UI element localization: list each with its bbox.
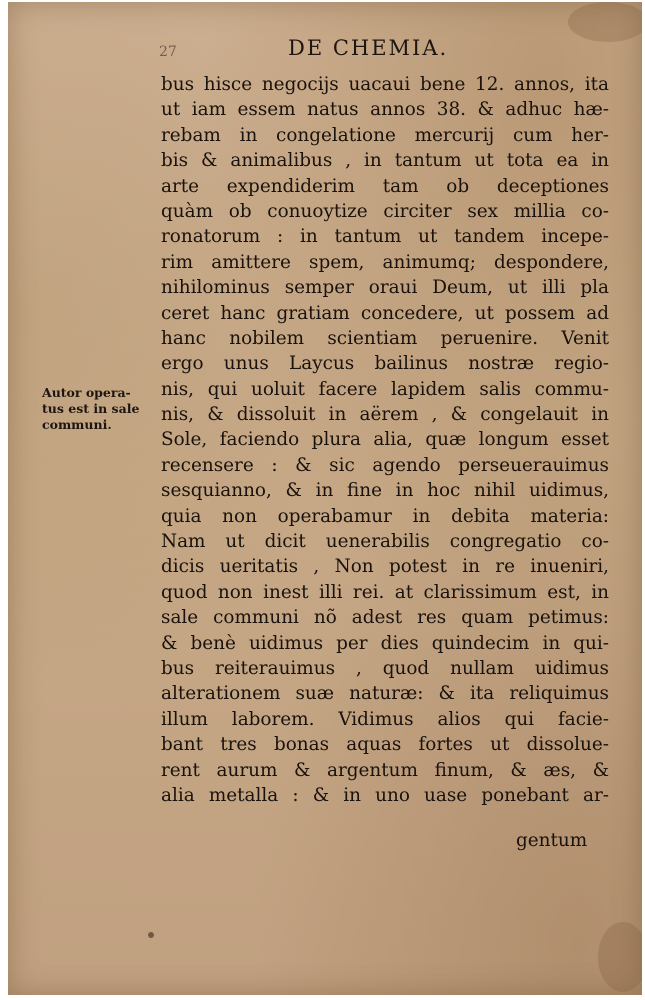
marginal-note-line: communi. — [42, 417, 112, 432]
text-line: bis & animalibus , in tantum ut tota ea in — [161, 150, 609, 172]
marginal-note-line: tus est in sale — [42, 401, 140, 416]
catchword: gentum — [516, 830, 588, 851]
text-line: rim amittere spem, animumq; despondere, — [161, 251, 609, 273]
text-line: recensere : & sic agendo perseuerauimus — [161, 454, 609, 476]
text-line: ronatorum : in tantum ut tandem incepe- — [161, 226, 609, 248]
marginal-note-line: Autor opera- — [42, 385, 131, 400]
marginal-note — [42, 385, 152, 433]
text-line: nihilominus semper oraui Deum, ut illi pla — [161, 277, 609, 299]
text-line: Nam ut dicit uenerabilis congregatio co- — [161, 531, 609, 553]
text-line: rebam in congelatione mercurij cum her- — [161, 124, 609, 146]
text-line: ut iam essem natus annos 38. & adhuc hæ- — [161, 99, 609, 121]
text-line: bant tres bonas aquas fortes ut dissolue- — [161, 734, 609, 756]
text-line: & benè uidimus per dies quindecim in qui- — [161, 632, 609, 654]
text-line: nis, qui uoluit facere lapidem salis commu- — [161, 378, 609, 400]
text-line: bus reiterauimus , quod nullam uidimus — [161, 657, 609, 679]
text-line: sale communi nõ adest res quam petimus: — [161, 607, 609, 629]
text-line: rent aurum & argentum finum, & æs, & — [161, 759, 609, 781]
text-line: dicis ueritatis , Non potest in re inueniri, — [161, 556, 609, 578]
text-line: illum laborem. Vidimus alios qui facie- — [161, 708, 609, 730]
page-number: 27 — [159, 44, 177, 60]
text-line: ergo unus Laycus bailinus nostræ regio- — [161, 353, 609, 375]
book-page — [8, 2, 642, 995]
text-line: nis, & dissoluit in aërem , & congelauit in — [161, 404, 609, 426]
paper-stain — [598, 922, 642, 992]
text-line: ceret hanc gratiam concedere, ut possem ad — [161, 302, 609, 324]
body-text — [161, 72, 609, 808]
text-line: quia non operabamur in debita materia: — [161, 505, 609, 527]
text-line: hanc nobilem scientiam peruenire. Venit — [161, 327, 609, 349]
text-line: Sole, faciendo plura alia, quæ longum esset — [161, 429, 609, 451]
text-line: alterationem suæ naturæ: & ita reliquimus — [161, 683, 609, 705]
paper-stain — [568, 2, 642, 42]
text-line: arte expendiderim tam ob deceptiones — [161, 175, 609, 197]
text-line: quàm ob conuoytize circiter sex millia co- — [161, 200, 609, 222]
running-head: DE CHEMIA. — [288, 36, 449, 60]
text-line: quod non inest illi rei. at clarissimum est, in — [161, 581, 609, 603]
ink-speck — [148, 932, 154, 938]
text-line: sesquianno, & in fine in hoc nihil uidimus, — [161, 480, 609, 502]
text-line: alia metalla : & in uno uase ponebant ar- — [161, 784, 609, 806]
text-line: bus hisce negocijs uacaui bene 12. annos, ita — [161, 74, 609, 95]
